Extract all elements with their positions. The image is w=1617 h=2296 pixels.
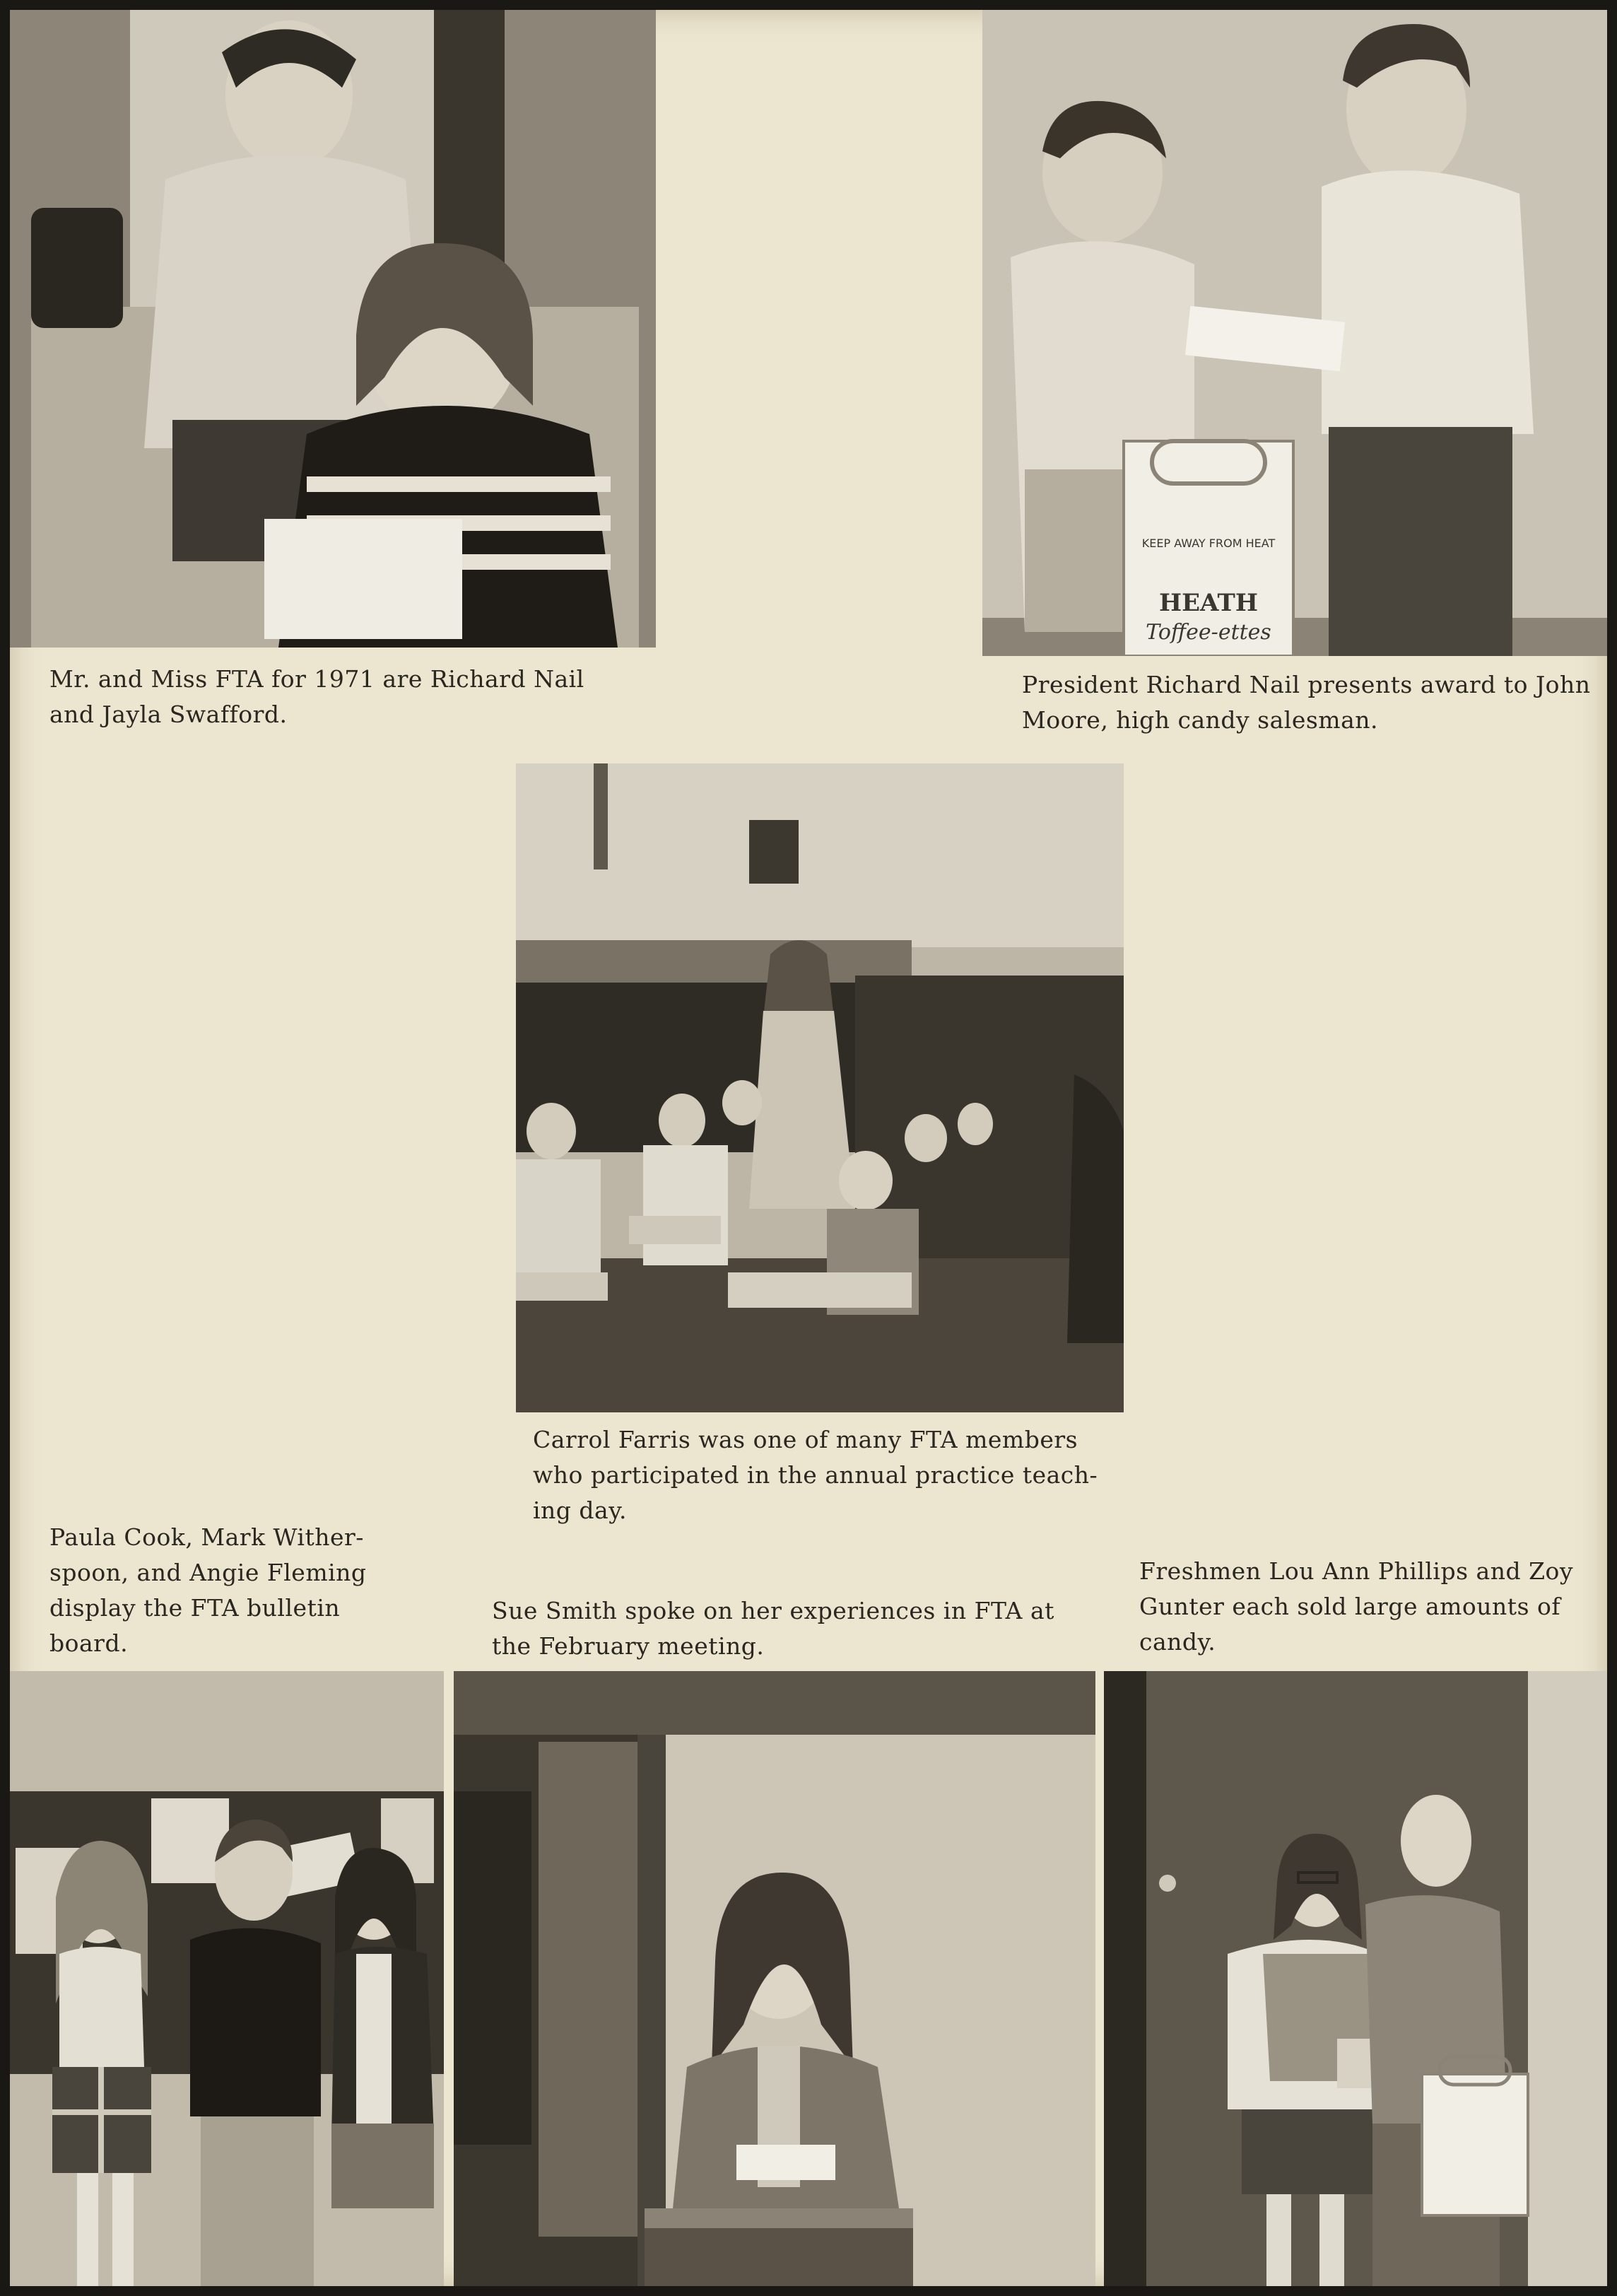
- caption-award: [1022, 667, 1591, 738]
- photo-freshmen-candy-image: [1104, 1671, 1607, 2286]
- caption-practice-teaching: [533, 1422, 1098, 1528]
- photo-bulletin-board-image: [10, 1671, 444, 2286]
- photo-mr-miss-fta: [10, 10, 656, 648]
- photo-sue-smith: [454, 1671, 1095, 2286]
- caption-line: Gunter each sold large amounts of: [1139, 1593, 1561, 1620]
- caption-line: Freshmen Lou Ann Phillips and Zoy: [1139, 1557, 1574, 1585]
- yearbook-page: [10, 10, 1607, 2286]
- caption-sue-smith: [492, 1593, 1054, 1664]
- caption-line: Sue Smith spoke on her experiences in FTA at: [492, 1597, 1054, 1624]
- caption-line: Moore, high candy salesman.: [1022, 706, 1378, 734]
- caption-line: spoon, and Angie Fleming: [49, 1559, 367, 1586]
- caption-line: board.: [49, 1629, 129, 1657]
- caption-line: who participated in the annual practice teach-: [533, 1461, 1098, 1489]
- caption-line: Paula Cook, Mark Wither-: [49, 1523, 364, 1551]
- caption-line: President Richard Nail presents award to John: [1022, 671, 1591, 698]
- photo-freshmen-candy: [1104, 1671, 1607, 2286]
- caption-line: ing day.: [533, 1496, 627, 1524]
- caption-line: Carrol Farris was one of many FTA members: [533, 1426, 1078, 1453]
- caption-line: Mr. and Miss FTA for 1971 are Richard Nail: [49, 665, 584, 693]
- photo-practice-teaching: [516, 763, 1124, 1412]
- photo-bulletin-board: [10, 1671, 444, 2286]
- candy-box-product: Toffee-ettes: [1146, 620, 1271, 645]
- candy-box-warning: KEEP AWAY FROM HEAT: [1141, 537, 1276, 550]
- caption-freshmen: [1139, 1554, 1573, 1660]
- caption-line: the February meeting.: [492, 1632, 765, 1660]
- caption-line: and Jayla Swafford.: [49, 701, 288, 728]
- photo-award-presentation-image: [982, 10, 1607, 656]
- caption-mr-miss-fta: [49, 662, 584, 732]
- caption-bulletin-board: [49, 1520, 367, 1661]
- photo-sue-smith-image: [454, 1671, 1095, 2286]
- photo-award-presentation: [982, 10, 1607, 656]
- candy-box-brand: HEATH: [1159, 589, 1258, 617]
- caption-line: candy.: [1139, 1628, 1216, 1656]
- photo-practice-teaching-image: [516, 763, 1124, 1412]
- photo-mr-miss-fta-image: [10, 10, 656, 648]
- caption-line: display the FTA bulletin: [49, 1594, 341, 1622]
